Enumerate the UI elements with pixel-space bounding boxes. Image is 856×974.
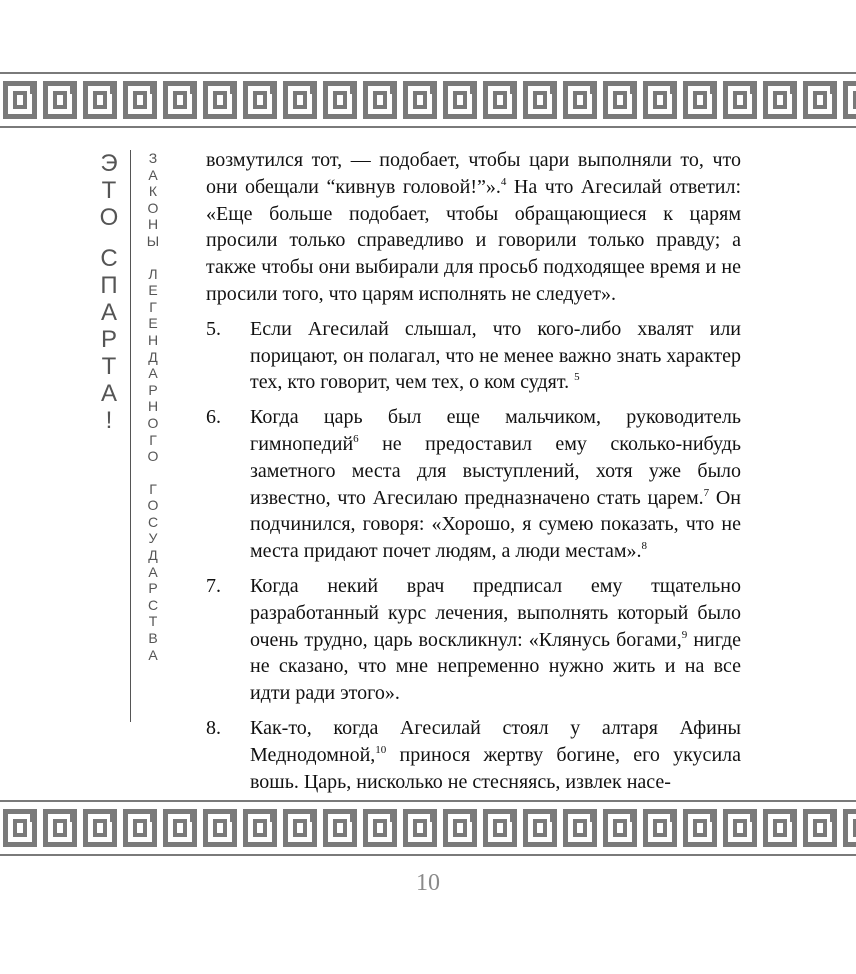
series-title-vertical — [96, 150, 122, 434]
series-title-letter: П — [100, 272, 118, 299]
body-text — [206, 147, 741, 795]
numbered-item — [206, 404, 741, 565]
series-title-letter: О — [99, 204, 119, 231]
series-title-letter: А — [100, 299, 117, 326]
sidebar-divider-line — [130, 150, 131, 722]
series-title-letter: Т — [101, 353, 117, 380]
item-text: Когда некий врач предписал ему тщательно разработанный курс лечения, выполнять который было очень трудно, царь воскликнул: «Клянусь богами, — [250, 574, 741, 651]
subtitle-letter: Н — [147, 216, 159, 233]
subtitle-letter: Г — [149, 480, 157, 497]
item-text: Он подчинился, говоря: «Хорошо, я сумею показать, что не места придают почет людям, а люди местам». — [250, 486, 741, 563]
series-title-letter: Т — [101, 177, 117, 204]
top-ornament-border — [0, 72, 856, 128]
item-text: Если Агесилай слышал, что кого-либо хвалят или порицают, он полагал, что не менее важно знать характер тех, кто говорит, чем тех, о ком судят. — [250, 317, 741, 394]
subtitle-letter: А — [148, 563, 158, 580]
numbered-item — [206, 573, 741, 707]
item-text: нигде не сказано, что мне непременно нужно жить и на все идти ради этого». — [250, 628, 742, 705]
subtitle-letter: Р — [148, 381, 158, 398]
item-number: 5. — [206, 317, 221, 340]
series-title-letter: А — [100, 380, 117, 407]
subtitle-letter: А — [148, 646, 158, 663]
subtitle-letter: З — [148, 150, 158, 166]
subtitle-letter: Ы — [146, 232, 160, 249]
numbered-item — [206, 715, 741, 795]
subtitle-letter: Н — [147, 331, 159, 348]
footnote-ref: 8 — [641, 540, 648, 553]
footnote-ref: 5 — [574, 371, 580, 384]
subtitle-letter: Д — [148, 547, 158, 564]
bottom-ornament-border — [0, 800, 856, 856]
subtitle-letter: Е — [148, 282, 158, 299]
item-text: Когда царь был еще мальчиком, руководитель гимнопедий — [250, 406, 741, 455]
page-number: 10 — [416, 870, 440, 896]
item-text: не предоставил ему сколько-нибудь заметного места для выступлений, хотя уже было известно, что Агесилаю предназначено стать царем. — [250, 432, 741, 509]
footnote-ref: 10 — [375, 743, 387, 756]
subtitle-letter: С — [147, 596, 159, 613]
paragraph-text: возмутился тот, — подобает, чтобы цари выполняли то, что они обещали “кивнув головой!”». — [206, 149, 741, 198]
subtitle-letter: Д — [148, 348, 158, 365]
series-title-letter: С — [100, 245, 118, 272]
footnote-ref: 7 — [703, 486, 710, 499]
subtitle-letter: О — [147, 199, 159, 216]
subtitle-letter: Р — [148, 580, 158, 597]
subtitle-letter: Г — [149, 298, 157, 315]
series-title-letter: Р — [100, 326, 117, 353]
footnote-ref: 9 — [681, 628, 688, 641]
item-text: принося жертву богине, его укусила вошь. Царь, нисколько не стесняясь, извлек насе- — [250, 743, 741, 793]
subtitle-letter: Л — [148, 265, 158, 282]
subtitle-letter: А — [148, 166, 158, 183]
footnote-ref: 4 — [500, 175, 507, 188]
item-number: 6. — [206, 406, 221, 429]
item-number: 7. — [206, 574, 221, 597]
intro-paragraph — [206, 147, 741, 308]
subtitle-letter: О — [147, 497, 159, 514]
numbered-item — [206, 316, 741, 396]
subtitle-letter: Г — [149, 431, 157, 448]
subtitle-letter: А — [148, 365, 158, 382]
series-title-letter: Э — [100, 150, 118, 177]
subtitle-letter: У — [148, 530, 158, 547]
subtitle-letter: К — [148, 183, 158, 200]
item-number: 8. — [206, 716, 221, 739]
subtitle-letter: О — [147, 448, 159, 465]
subtitle-letter: О — [147, 414, 159, 431]
subtitle-letter: С — [147, 513, 159, 530]
subtitle-letter: Е — [148, 315, 158, 332]
subtitle-letter: Н — [147, 398, 159, 415]
paragraph-text: На что Агесилай ответил: «Еще больше подобает, чтобы обращающиеся к царям просили только справедливо и говорили только правду; а также чтобы они выбирали для просьб подходящее время и не просили того, что царям исполнять не следует». — [206, 175, 741, 305]
footnote-ref: 6 — [353, 432, 359, 445]
subtitle-letter: В — [148, 630, 158, 647]
subtitle-letter: Т — [148, 613, 158, 630]
item-text: Как-то, когда Агесилай стоял у алтаря Афины Меднодомной, — [250, 716, 741, 766]
series-title-letter: ! — [105, 407, 113, 434]
series-subtitle-vertical — [145, 150, 161, 663]
